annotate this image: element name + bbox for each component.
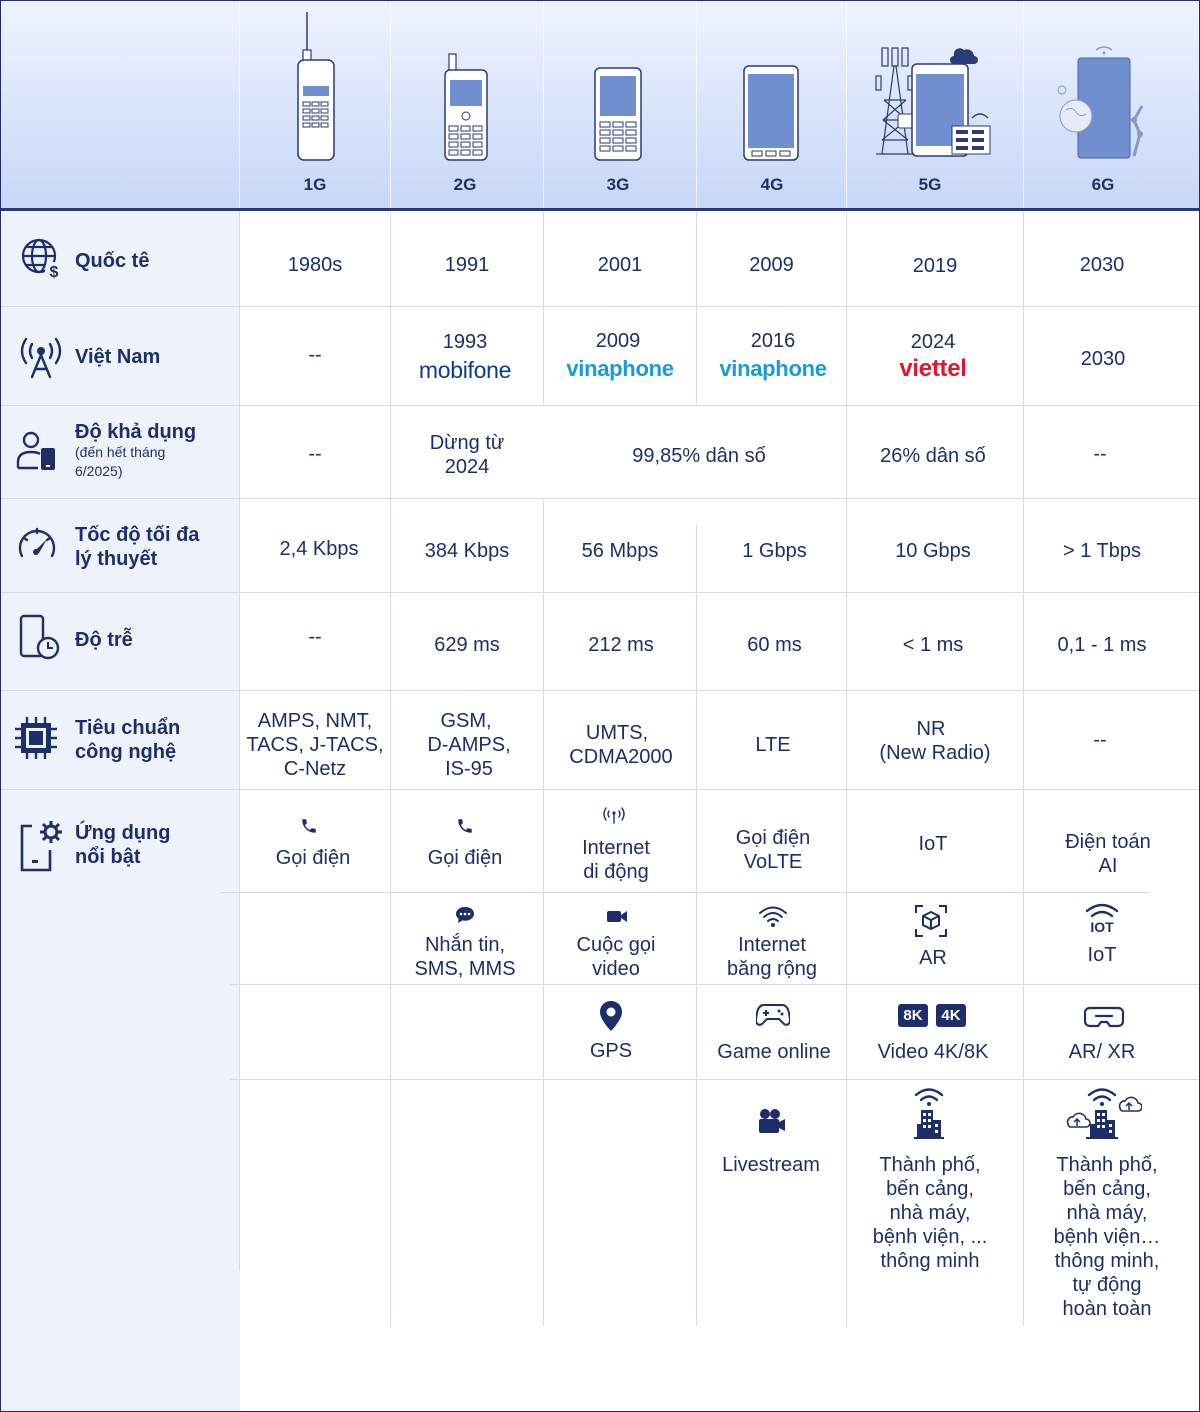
app-2g-sms-line1: Nhắn tin,: [424, 934, 506, 956]
gen-label-3g: 3G: [606, 175, 630, 194]
standards-1g-line3: C-Netz: [283, 758, 347, 780]
standards-1g: [236, 709, 394, 781]
vietnam-2g-year: 1993: [442, 331, 488, 353]
speed-2g: 384 Kbps: [424, 540, 510, 562]
row-label-availability: Độ khả dụng: [75, 421, 197, 443]
standards-3g-line1: UMTS,: [585, 722, 649, 744]
vietnam-5g-year: 2024: [910, 331, 956, 353]
badge-8k: 8K: [898, 1004, 928, 1027]
gamepad-icon: [756, 1002, 790, 1028]
gen-label-5g: 5G: [918, 175, 942, 194]
badge-4k: 4K: [936, 1004, 966, 1027]
standards-5g: [847, 717, 1023, 765]
vinaphone-logo-4g: vinaphone: [719, 356, 827, 381]
app-6g-autonomous-city: [1024, 1153, 1190, 1321]
app-2g-calls: Gọi điện: [427, 847, 503, 869]
app-3g-mobile-internet: [544, 836, 688, 884]
latency-2g: 629 ms: [434, 634, 500, 656]
app-5g-smart-city-line2: bến cảng,: [886, 1178, 974, 1200]
latency-3g: 212 ms: [588, 634, 654, 656]
app-2g-sms: [391, 933, 539, 981]
app-6g-autonomous-city-line1: Thành phố,: [1056, 1154, 1158, 1176]
phone-call-icon: [300, 817, 318, 835]
app-6g-autonomous-city-line4: bệnh viện…: [1053, 1226, 1161, 1248]
gen-label-4g: 4G: [760, 175, 784, 194]
standards-2g: [391, 709, 547, 781]
speed-1g: 2,4 Kbps: [279, 538, 359, 560]
row-label-standards-line2: công nghệ: [75, 741, 177, 763]
standards-5g-line1: NR: [916, 718, 946, 740]
vietnam-1g: --: [308, 344, 322, 366]
availability-5g: 26% dân số: [880, 445, 986, 467]
app-3g-gps: GPS: [589, 1040, 633, 1062]
availability-2g-line2: 2024: [444, 456, 490, 478]
gen-label-1g: 1G: [303, 175, 327, 194]
mobile-signal-icon: [602, 806, 626, 824]
international-1g: 1980s: [287, 254, 343, 276]
phone-call-icon: [456, 817, 474, 835]
app-3g-mobile-internet-line1: Internet: [582, 837, 650, 859]
vinaphone-logo-3g: vinaphone: [566, 356, 674, 381]
standards-1g-line2: TACS, J-TACS,: [246, 734, 384, 756]
mobifone-logo: mobifone: [418, 357, 512, 383]
standards-3g-line2: CDMA2000: [569, 746, 673, 768]
international-4g: 2009: [749, 254, 794, 276]
smart-building-icon: [912, 1086, 946, 1140]
standards-1g-line1: AMPS, NMT,: [257, 710, 373, 732]
speed-6g: > 1 Tbps: [1062, 540, 1142, 562]
app-5g-smart-city-line3: nhà máy,: [889, 1202, 971, 1224]
availability-1g: --: [308, 443, 322, 465]
row-sublabel-availability-2: 6/2025): [75, 463, 123, 479]
row-label-applications-line1: Ứng dụng: [75, 822, 171, 844]
speed-4g: 1 Gbps: [742, 540, 807, 562]
availability-3g-4g-text: 99,85% dân số: [632, 445, 766, 467]
app-6g-ai-computing-line2: AI: [1098, 855, 1118, 877]
vietnam-3g-year: 2009: [595, 330, 641, 352]
app-4g-gaming: Game online: [717, 1041, 831, 1063]
app-5g-iot: IoT: [918, 833, 948, 855]
ar-cube-icon: [914, 904, 948, 938]
app-6g-ar-xr: AR/ XR: [1068, 1041, 1136, 1063]
app-5g-smart-city-line5: thông minh: [880, 1250, 980, 1272]
app-3g-video-call-line1: Cuộc gọi: [576, 934, 656, 956]
header-divider: [0, 208, 1200, 211]
user-phone-icon: [16, 430, 58, 472]
latency-1g: --: [308, 626, 322, 648]
film-camera-icon: [758, 1108, 786, 1134]
latency-6g: 0,1 - 1 ms: [1057, 634, 1147, 656]
chat-bubble-icon: [455, 906, 475, 924]
standards-2g-line1: GSM,: [440, 710, 492, 732]
standards-2g-line2: D-AMPS,: [427, 734, 511, 756]
app-1g-calls: Gọi điện: [275, 847, 351, 869]
app-3g-mobile-internet-line2: di động: [583, 861, 649, 883]
availability-2g-line1: Dừng từ: [429, 432, 505, 454]
vietnam-4g-year: 2016: [750, 330, 796, 352]
speed-5g: 10 Gbps: [895, 540, 971, 562]
standards-3g: [544, 721, 698, 769]
video-camera-icon: [606, 909, 628, 924]
app-6g-iot: IoT: [1087, 944, 1117, 966]
5g-network-scene-icon: [872, 40, 1002, 162]
app-6g-autonomous-city-line5: thông minh,: [1054, 1250, 1160, 1272]
signal-tower-icon: [18, 333, 64, 379]
row-label-standards-line1: Tiêu chuẩn: [75, 717, 181, 739]
iot-icon-text: IOT: [1090, 919, 1114, 934]
phone-gear-icon: [18, 820, 64, 872]
globe-dollar-icon: [20, 237, 64, 281]
viettel-logo: viettel: [899, 355, 967, 382]
label-column-background: [0, 211, 240, 1412]
app-6g-autonomous-city-line2: bến cảng,: [1063, 1178, 1151, 1200]
standards-6g: --: [1093, 729, 1107, 751]
app-4g-broadband: [697, 933, 847, 981]
3g-phone-icon: [592, 66, 644, 162]
2g-feature-phone-icon: [440, 52, 492, 162]
availability-6g: --: [1093, 443, 1107, 465]
phone-clock-icon: [18, 614, 60, 660]
app-4g-volte: [697, 826, 849, 874]
app-5g-video-4k8k: Video 4K/8K: [877, 1041, 989, 1063]
app-2g-sms-line2: SMS, MMS: [414, 958, 516, 980]
standards-2g-line3: IS-95: [445, 758, 493, 780]
app-6g-autonomous-city-line7: hoàn toàn: [1062, 1298, 1152, 1320]
app-4g-livestream: Livestream: [722, 1154, 820, 1176]
wifi-icon: [758, 904, 788, 928]
row-label-latency: Độ trễ: [75, 629, 133, 651]
speed-3g: 56 Mbps: [581, 540, 659, 562]
gen-label-2g: 2G: [453, 175, 477, 194]
app-3g-video-call: [544, 933, 688, 981]
row-label-international: Quốc tê: [75, 250, 150, 272]
app-6g-ai-computing-line1: Điện toán: [1065, 831, 1151, 853]
app-5g-smart-city-line4: bệnh viện, ...: [872, 1226, 988, 1248]
international-6g: 2030: [1079, 254, 1125, 276]
app-6g-ai-computing: [1024, 830, 1192, 878]
smart-city-cloud-icon: [1062, 1084, 1142, 1140]
gen-label-6g: 6G: [1091, 175, 1115, 194]
international-3g: 2001: [597, 254, 643, 276]
standards-5g-line2: (New Radio): [879, 742, 991, 764]
international-5g: 2019: [912, 255, 958, 277]
international-2g: 1991: [444, 254, 490, 276]
6g-future-scene-icon: [1054, 44, 1154, 162]
latency-4g: 60 ms: [747, 634, 802, 656]
app-4g-broadband-line1: Internet: [738, 934, 806, 956]
iot-icon: [1084, 900, 1120, 934]
svg-text:$: $: [49, 264, 59, 281]
4g-smartphone-icon: [742, 64, 800, 162]
app-6g-autonomous-city-line6: tự động: [1072, 1274, 1142, 1296]
row-label-applications-line2: nổi bật: [75, 846, 141, 868]
vr-headset-icon: [1084, 1004, 1124, 1030]
vietnam-6g: 2030: [1080, 348, 1126, 370]
1g-brick-phone-icon: [290, 10, 340, 162]
app-6g-autonomous-city-line3: nhà máy,: [1066, 1202, 1148, 1224]
app-4g-volte-line2: VoLTE: [743, 851, 803, 873]
latency-5g: < 1 ms: [902, 634, 964, 656]
app-5g-ar: AR: [919, 947, 947, 969]
app-5g-smart-city-line1: Thành phố,: [879, 1154, 981, 1176]
map-pin-icon: [598, 1000, 624, 1032]
standards-4g: LTE: [755, 734, 791, 756]
row-label-vietnam: Việt Nam: [75, 346, 161, 368]
app-3g-video-call-line2: video: [592, 958, 640, 980]
speedometer-icon: [16, 524, 58, 566]
chip-icon: [14, 716, 58, 760]
row-label-speed-line1: Tốc độ tối đa: [75, 524, 200, 546]
availability-3g-4g: [544, 444, 874, 468]
app-4g-broadband-line2: băng rộng: [726, 958, 818, 980]
app-5g-smart-city: [847, 1153, 1013, 1273]
row-sublabel-availability-1: (đến hết tháng: [75, 444, 166, 460]
app-4g-volte-line1: Gọi điện: [735, 827, 811, 849]
row-label-speed-line2: lý thuyết: [75, 548, 158, 570]
